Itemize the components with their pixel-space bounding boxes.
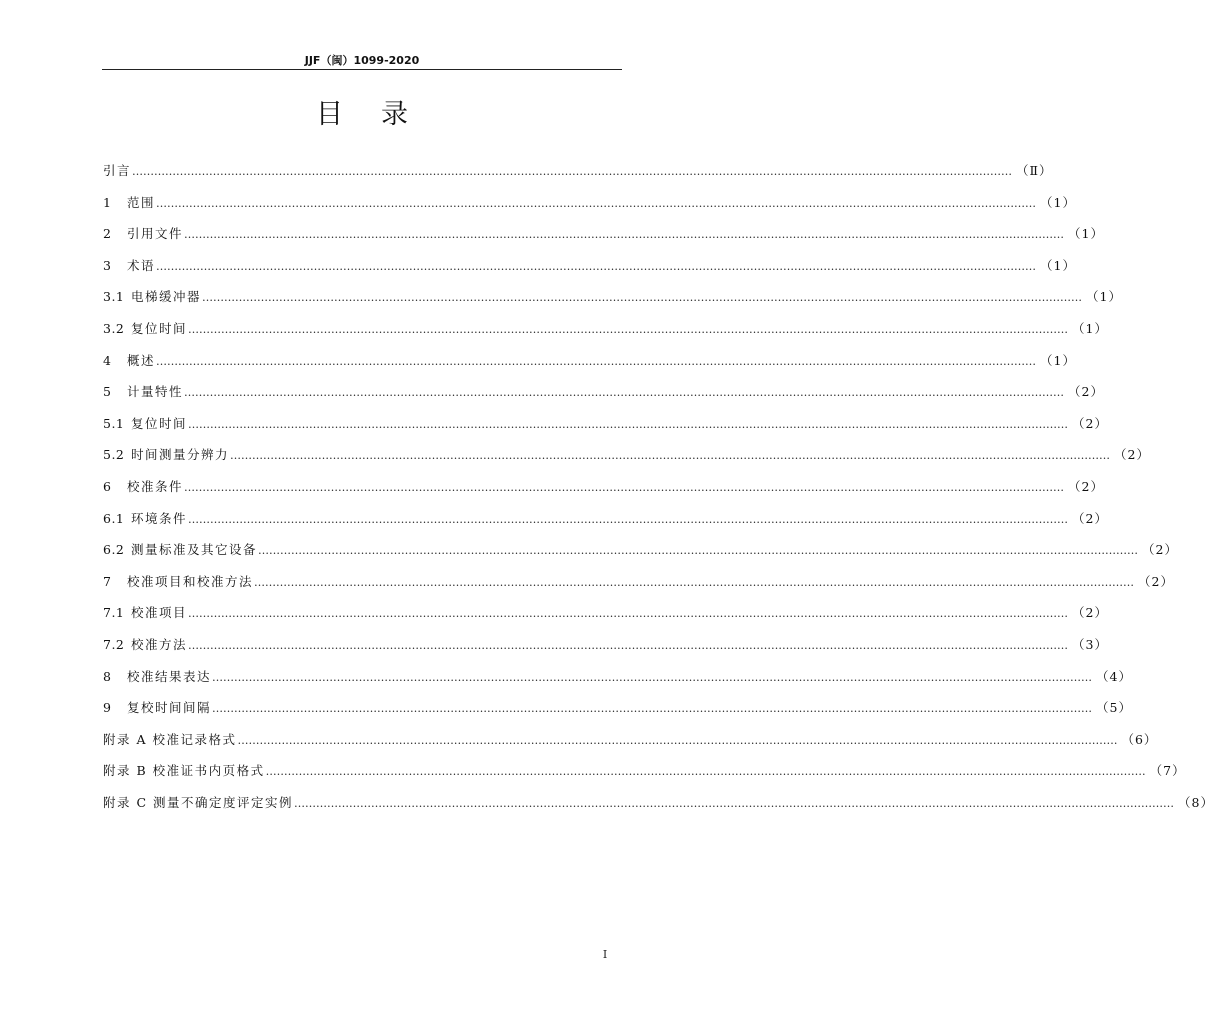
toc-entry-label: 引言 xyxy=(103,163,132,178)
toc-entry-number: 5.1 xyxy=(103,415,125,431)
toc-entry-page: （1） xyxy=(1040,257,1076,273)
toc-leader-dots: …………………………………………………………………………………………………………………………………………………………………………………………………………………… xyxy=(188,638,1069,652)
toc-entry[interactable] xyxy=(103,476,1104,508)
toc-leader-dots: …………………………………………………………………………………………………………………………………………………………………………………………………………………… xyxy=(188,322,1069,336)
toc-leader-dots: …………………………………………………………………………………………………………………………………………………………………………………………………………………… xyxy=(184,228,1065,242)
toc-leader-dots: …………………………………………………………………………………………………………………………………………………………………………………………………………………… xyxy=(188,417,1069,431)
toc-entry-label: 范围 xyxy=(127,194,156,210)
toc-entry-number: 7 xyxy=(103,573,112,589)
toc-entry-number: 3.2 xyxy=(103,320,125,336)
toc-entry-number: 6.2 xyxy=(103,542,125,558)
toc-leader-dots: …………………………………………………………………………………………………………………………………………………………………………………………………………………… xyxy=(212,670,1093,684)
toc-entry-label: 校准项目和校准方法 xyxy=(127,573,254,589)
toc-entry-label: 复校时间间隔 xyxy=(127,700,212,716)
toc-entry-page: （3） xyxy=(1072,636,1108,652)
toc-entry-page: （1） xyxy=(1040,352,1076,368)
toc-entry-number: 6.1 xyxy=(103,510,125,526)
toc-entry-number: 3.1 xyxy=(103,289,125,305)
toc-leader-dots: …………………………………………………………………………………………………………………………………………………………………………………………………………………… xyxy=(237,733,1118,747)
toc-entry[interactable] xyxy=(103,350,1076,382)
page-number: Ⅰ xyxy=(602,948,608,961)
toc-entry-label: 附录 A 校准记录格式 xyxy=(103,731,237,747)
toc-entry-number: 8 xyxy=(103,668,112,684)
toc-entry-label: 复位时间 xyxy=(131,415,188,431)
toc-entry-number: 9 xyxy=(103,700,112,716)
toc-entry[interactable] xyxy=(103,697,1132,729)
toc-entry[interactable] xyxy=(103,381,1104,413)
toc-leader-dots: …………………………………………………………………………………………………………………………………………………………………………………………………………………… xyxy=(132,165,1013,178)
toc-entry-page: （1） xyxy=(1072,320,1108,336)
toc-entry-page: （8） xyxy=(1178,794,1214,810)
toc-entry-number: 1 xyxy=(103,194,112,210)
toc-entry-page: （1） xyxy=(1068,226,1104,242)
toc-entry-page: （2） xyxy=(1068,384,1104,400)
toc-entry-label: 测量标准及其它设备 xyxy=(131,542,258,558)
toc-entry-label: 校准项目 xyxy=(131,605,188,621)
toc-entry[interactable] xyxy=(103,413,1108,445)
toc-leader-dots: …………………………………………………………………………………………………………………………………………………………………………………………………………………… xyxy=(188,607,1069,621)
toc-entry-number: 5.2 xyxy=(103,447,125,463)
toc-entry-label: 校准条件 xyxy=(127,478,184,494)
toc-leader-dots: …………………………………………………………………………………………………………………………………………………………………………………………………………………… xyxy=(188,512,1069,526)
toc-entry-page: （6） xyxy=(1121,731,1158,747)
toc-entry-label: 术语 xyxy=(127,257,156,273)
standard-code-header: JJF（闽）1099-2020 xyxy=(304,54,420,67)
toc-entry[interactable] xyxy=(103,508,1108,540)
toc-entry[interactable] xyxy=(103,286,1122,318)
toc-entry-label: 附录 C 测量不确定度评定实例 xyxy=(103,794,294,810)
toc-leader-dots: …………………………………………………………………………………………………………………………………………………………………………………………………………………… xyxy=(156,196,1037,210)
toc-entry-label: 复位时间 xyxy=(131,320,188,336)
toc-entry[interactable] xyxy=(103,634,1108,666)
page-title: 目录 xyxy=(316,99,446,130)
toc-leader-dots: …………………………………………………………………………………………………………………………………………………………………………………………………………………… xyxy=(184,386,1065,400)
toc-entry-label: 附录 B 校准证书内页格式 xyxy=(103,763,265,779)
toc-entry-label: 引用文件 xyxy=(127,226,184,242)
toc-leader-dots: …………………………………………………………………………………………………………………………………………………………………………………………………………………… xyxy=(202,291,1083,305)
toc-leader-dots: …………………………………………………………………………………………………………………………………………………………………………………………………………………… xyxy=(156,354,1037,368)
header-rule xyxy=(102,69,622,70)
toc-leader-dots: …………………………………………………………………………………………………………………………………………………………………………………………………………………… xyxy=(230,449,1111,463)
toc-entry[interactable] xyxy=(103,792,1214,824)
toc-entry-number: 5 xyxy=(103,384,112,400)
toc-entry-page: （2） xyxy=(1072,415,1108,431)
toc-entry-label: 时间测量分辨力 xyxy=(131,447,230,463)
toc-entry-page: （4） xyxy=(1096,668,1132,684)
toc-entry-label: 概述 xyxy=(127,352,156,368)
toc-entry[interactable] xyxy=(103,192,1076,224)
toc-entry-page: （2） xyxy=(1068,478,1104,494)
toc-entry-page: （2） xyxy=(1072,510,1108,526)
table-of-contents xyxy=(103,160,1214,823)
toc-leader-dots: …………………………………………………………………………………………………………………………………………………………………………………………………………………… xyxy=(212,702,1093,716)
toc-entry[interactable] xyxy=(103,602,1108,634)
toc-leader-dots: …………………………………………………………………………………………………………………………………………………………………………………………………………………… xyxy=(294,796,1175,810)
toc-entry[interactable] xyxy=(103,318,1108,350)
toc-entry-page: （2） xyxy=(1138,573,1174,589)
toc-entry-page: （Ⅱ） xyxy=(1016,163,1053,178)
toc-leader-dots: …………………………………………………………………………………………………………………………………………………………………………………………………………………… xyxy=(258,544,1139,558)
toc-entry-number: 4 xyxy=(103,352,112,368)
toc-entry-number: 7.2 xyxy=(103,636,125,652)
toc-entry-page: （2） xyxy=(1114,447,1150,463)
toc-entry-label: 校准方法 xyxy=(131,636,188,652)
toc-entry-page: （7） xyxy=(1149,763,1186,779)
toc-entry[interactable] xyxy=(103,729,1158,761)
toc-entry-label: 校准结果表达 xyxy=(127,668,212,684)
toc-entry-number: 7.1 xyxy=(103,605,125,621)
toc-entry[interactable] xyxy=(103,760,1186,792)
toc-entry-page: （2） xyxy=(1142,542,1178,558)
toc-entry-number: 3 xyxy=(103,257,112,273)
toc-entry-page: （1） xyxy=(1040,194,1076,210)
toc-entry[interactable] xyxy=(103,444,1150,476)
toc-entry-label: 环境条件 xyxy=(131,510,188,526)
toc-entry-label: 电梯缓冲器 xyxy=(131,289,202,305)
toc-leader-dots: …………………………………………………………………………………………………………………………………………………………………………………………………………………… xyxy=(254,575,1135,589)
toc-entry[interactable] xyxy=(103,255,1076,287)
toc-entry-page: （5） xyxy=(1096,700,1132,716)
toc-entry[interactable] xyxy=(103,571,1174,603)
toc-entry[interactable] xyxy=(103,160,1053,192)
toc-entry-page: （1） xyxy=(1086,289,1122,305)
toc-entry-page: （2） xyxy=(1072,605,1108,621)
toc-leader-dots: …………………………………………………………………………………………………………………………………………………………………………………………………………………… xyxy=(184,480,1065,494)
toc-entry[interactable] xyxy=(103,539,1178,571)
toc-leader-dots: …………………………………………………………………………………………………………………………………………………………………………………………………………………… xyxy=(265,765,1146,779)
toc-entry[interactable] xyxy=(103,666,1132,698)
toc-entry-number: 2 xyxy=(103,226,112,242)
toc-entry-number: 6 xyxy=(103,478,112,494)
toc-leader-dots: …………………………………………………………………………………………………………………………………………………………………………………………………………………… xyxy=(156,259,1037,273)
toc-entry[interactable] xyxy=(103,223,1104,255)
toc-entry-label: 计量特性 xyxy=(127,384,184,400)
